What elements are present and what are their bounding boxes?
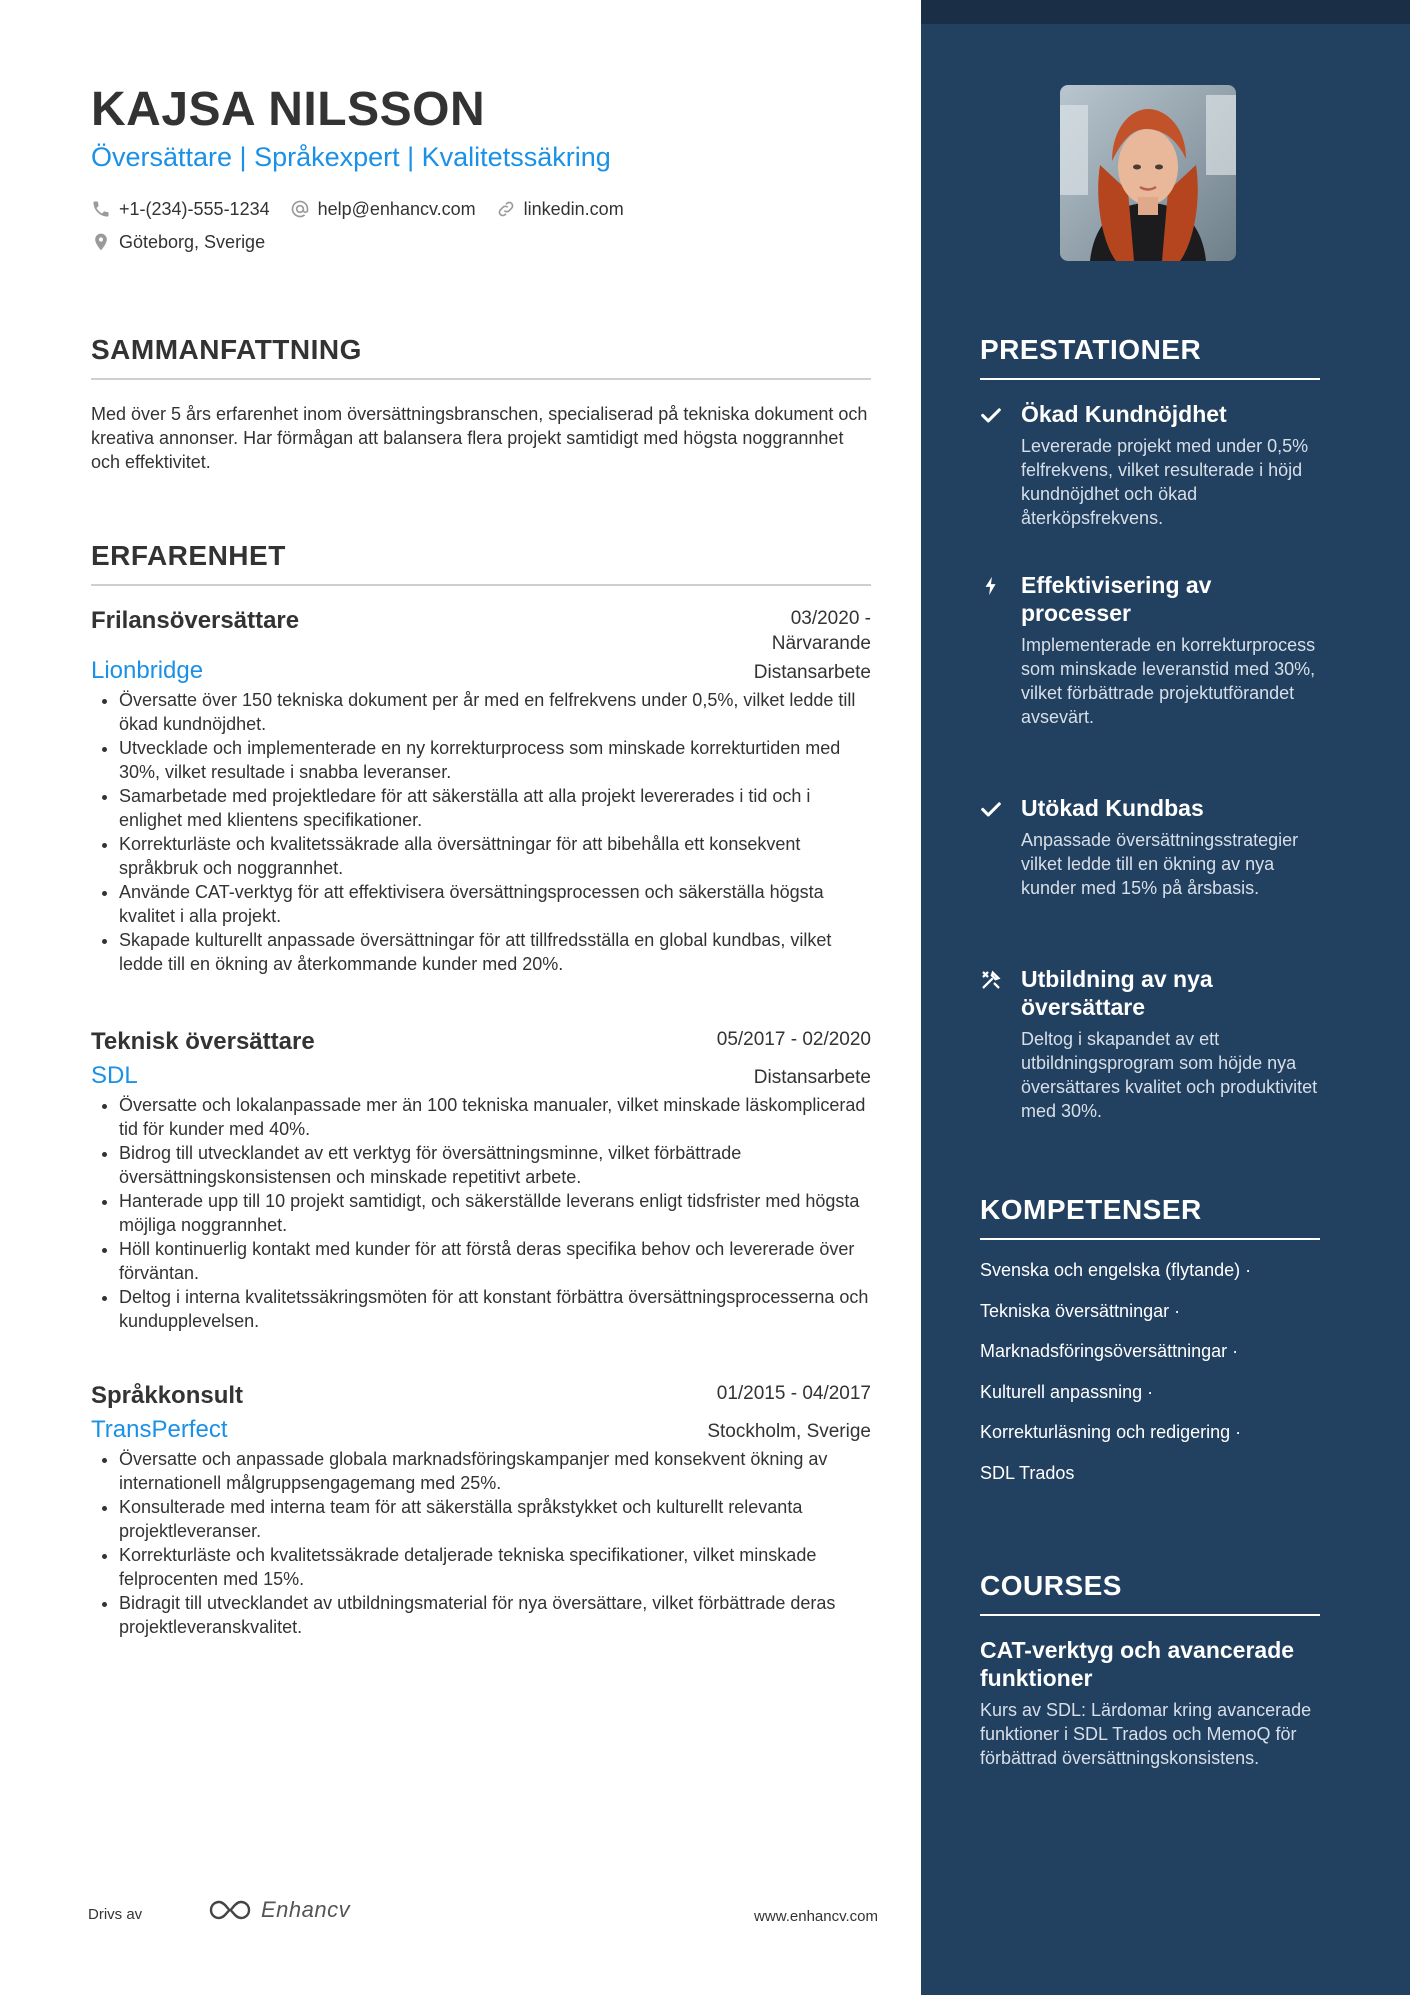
powered-by-label: Drivs av [88, 1906, 143, 1923]
contact-location [91, 232, 265, 253]
job-entry [91, 1027, 871, 1333]
job-bullet: • Deltog i interna kvalitetssäkringsmöten för att konstant förbättra översättningsprocesserna och kundupplevelsen. [119, 1285, 871, 1333]
job-title: Teknisk översättare [91, 1028, 315, 1055]
achievement-item [980, 400, 1320, 530]
phone-text: +1-(234)-555-1234 [119, 198, 270, 219]
lightning-icon [980, 575, 1002, 597]
job-title: Frilansöversättare [91, 607, 300, 634]
job-title: Språkkonsult [91, 1382, 244, 1409]
achievement-item [980, 571, 1320, 729]
achievement-title: Utökad Kundbas [1021, 795, 1204, 821]
achievement-desc: Levererade projekt med under 0,5% felfrekvens, vilket resulterade i höjd kundnöjdhet och ökad återköpsfrekvens. [1021, 436, 1309, 528]
job-bullet: • Utvecklade och implementerade en ny korrekturprocess som minskade korrekturtiden med 30%, vilket resultade i snabba leveranser. [119, 736, 871, 784]
contact-info [91, 196, 871, 262]
job-date: 03/2020 - Närvarande [771, 608, 871, 654]
job-date: 05/2017 - 02/2020 [716, 1029, 871, 1050]
job-date: 01/2015 - 04/2017 [716, 1383, 871, 1404]
job-bullet: • Översatte över 150 tekniska dokument per år med en felfrekvens under 0,5%, vilket ledde till ökad kundnöjdhet. [119, 688, 871, 736]
job-bullet: • Bidrog till utvecklandet av ett verktyg för översättningsminne, vilket förbättrade översättningskonsistensen och minskade repetitivt arbete. [119, 1141, 871, 1189]
job-bullet: • Korrekturläste och kvalitetssäkrade detaljerade tekniska specifikationer, vilket minskade felprocenten med 15%. [119, 1543, 871, 1591]
courses-divider [980, 1614, 1320, 1616]
enhancv-logo-text: Enhancv [261, 1897, 351, 1922]
achievement-desc: Implementerade en korrekturprocess som minskade leveranstid med 30%, vilket förbättrade projektutförandet avsevärt. [1021, 635, 1316, 727]
job-bullet: • Översatte och lokalanpassade mer än 100 tekniska manualer, vilket minskade läskomplicerad tid för kunder med 40%. [119, 1093, 871, 1141]
achievement-title: Effektivisering av processer [1021, 572, 1212, 626]
job-bullet: • Korrekturläste och kvalitetssäkrade alla översättningar för att bibehålla ett konsekvent språkbruk och noggrannhet. [119, 832, 871, 880]
achievement-desc: Deltog i skapandet av ett utbildningsprogram som höjde nya översättares kvalitet och produktivitet med 30%. [1021, 1029, 1318, 1121]
job-bullet: • Höll kontinuerlig kontakt med kunder för att förstå deras specifika behov och levererade över förväntan. [119, 1237, 871, 1285]
skill-item: Kulturell anpassning · [980, 1381, 1154, 1402]
job-bullet: • Bidragit till utvecklandet av utbildningsmaterial för nya översättare, vilket förbättrade deras projektleveranskvalitet. [119, 1591, 871, 1639]
skill-item: Tekniska översättningar · [980, 1300, 1181, 1321]
sidebar [921, 0, 1410, 1995]
job-location: Stockholm, Sverige [707, 1421, 871, 1442]
skills-list [980, 1258, 1320, 1501]
skills-title: KOMPETENSER [980, 1194, 1202, 1225]
skill-item: Korrekturläsning och redigering · [980, 1422, 1242, 1442]
skill-item: Svenska och engelska (flytande) · [980, 1260, 1252, 1280]
summary-divider [91, 378, 871, 380]
email-text: help@enhancv.com [317, 198, 476, 219]
achievement-item [980, 965, 1320, 1123]
achievement-item [980, 794, 1320, 900]
achievement-desc: Anpassade översättningsstrategier vilket ledde till en ökning av nya kunder med 15% på årsbasis. [1021, 830, 1299, 898]
job-bullet: • Skapade kulturellt anpassade översättningar för att tillfredsställa en global kundbas, vilket ledde till en ökning av återkommande kunder med 20%. [119, 928, 871, 976]
course-title: CAT-verktyg och avancerade funktioner [980, 1637, 1295, 1691]
enhancv-logo-icon [207, 1897, 253, 1923]
tools-icon [980, 969, 1002, 991]
contact-linkedin[interactable] [496, 199, 624, 220]
job-bullet: • Hanterade upp till 10 projekt samtidigt, och säkerställde leverans enligt tidsfrister med högsta möjliga noggrannhet. [119, 1189, 871, 1237]
phone-icon [91, 199, 111, 219]
achievement-title: Ökad Kundnöjdhet [1021, 401, 1227, 427]
job-bullets [91, 1447, 871, 1639]
profile-photo-illustration [1060, 85, 1236, 261]
location-pin-icon [91, 232, 111, 252]
skill-item: SDL Trados [980, 1462, 1075, 1483]
achievement-title: Utbildning av nya översättare [1021, 966, 1213, 1020]
job-entry [91, 1381, 871, 1639]
job-location: Distansarbete [753, 1067, 871, 1088]
course-item [980, 1636, 1320, 1770]
link-icon [496, 199, 516, 219]
job-entry [91, 606, 871, 976]
job-bullet: • Samarbetade med projektledare för att säkerställa att alla projekt levererades i tid och i enlighet med klientens specifikationer. [119, 784, 871, 832]
experience-title: ERFARENHET [91, 540, 286, 571]
linkedin-text: linkedin.com [523, 198, 624, 219]
checkmark-icon [980, 404, 1002, 426]
job-bullet: • Översatte och anpassade globala marknadsföringskampanjer med konsekvent ökning av internationell målgruppsengagemang med 25%. [119, 1447, 871, 1495]
job-bullets [91, 688, 871, 976]
contact-email[interactable] [290, 199, 476, 220]
courses-title: COURSES [980, 1570, 1122, 1601]
achievements-divider [980, 378, 1320, 380]
job-bullet: • Använde CAT-verktyg för att effektivisera översättningsprocessen och säkerställa högsta kvalitet i alla projekt. [119, 880, 871, 928]
location-text: Göteborg, Sverige [119, 231, 266, 252]
job-bullets [91, 1093, 871, 1333]
checkmark-icon [980, 798, 1002, 820]
at-icon [290, 199, 310, 219]
summary-text: Med över 5 års erfarenhet inom översättningsbranschen, specialiserad på tekniska dokument och kreativa annonser. Har förmågan att balansera flera projekt samtidigt med högsta noggrannhet och effektivitet. [91, 404, 868, 472]
contact-phone[interactable] [91, 199, 270, 220]
skills-divider [980, 1238, 1320, 1240]
job-location: Distansarbete [753, 662, 871, 683]
candidate-subtitle: Översättare | Språkexpert | Kvalitetssäkring [91, 142, 611, 172]
company-name: TransPerfect [91, 1416, 228, 1443]
course-desc: Kurs av SDL: Lärdomar kring avancerade funktioner i SDL Trados och MemoQ för förbättrad översättningskonsistens. [980, 1700, 1312, 1768]
enhancv-logo[interactable] [207, 1897, 350, 1923]
profile-photo [1060, 85, 1236, 261]
achievements-title: PRESTATIONER [980, 334, 1202, 365]
website-link[interactable]: www.enhancv.com [754, 1908, 878, 1925]
company-name: SDL [91, 1062, 138, 1089]
experience-divider [91, 584, 871, 586]
candidate-name: KAJSA NILSSON [91, 83, 486, 136]
skill-item: Marknadsföringsöversättningar · [980, 1341, 1239, 1361]
company-name: Lionbridge [91, 657, 204, 684]
job-bullet: • Konsulterade med interna team för att säkerställa språkstykket och kulturellt relevanta projektleveranser. [119, 1495, 871, 1543]
summary-title: SAMMANFATTNING [91, 334, 362, 365]
sidebar-top-band [921, 0, 1410, 24]
